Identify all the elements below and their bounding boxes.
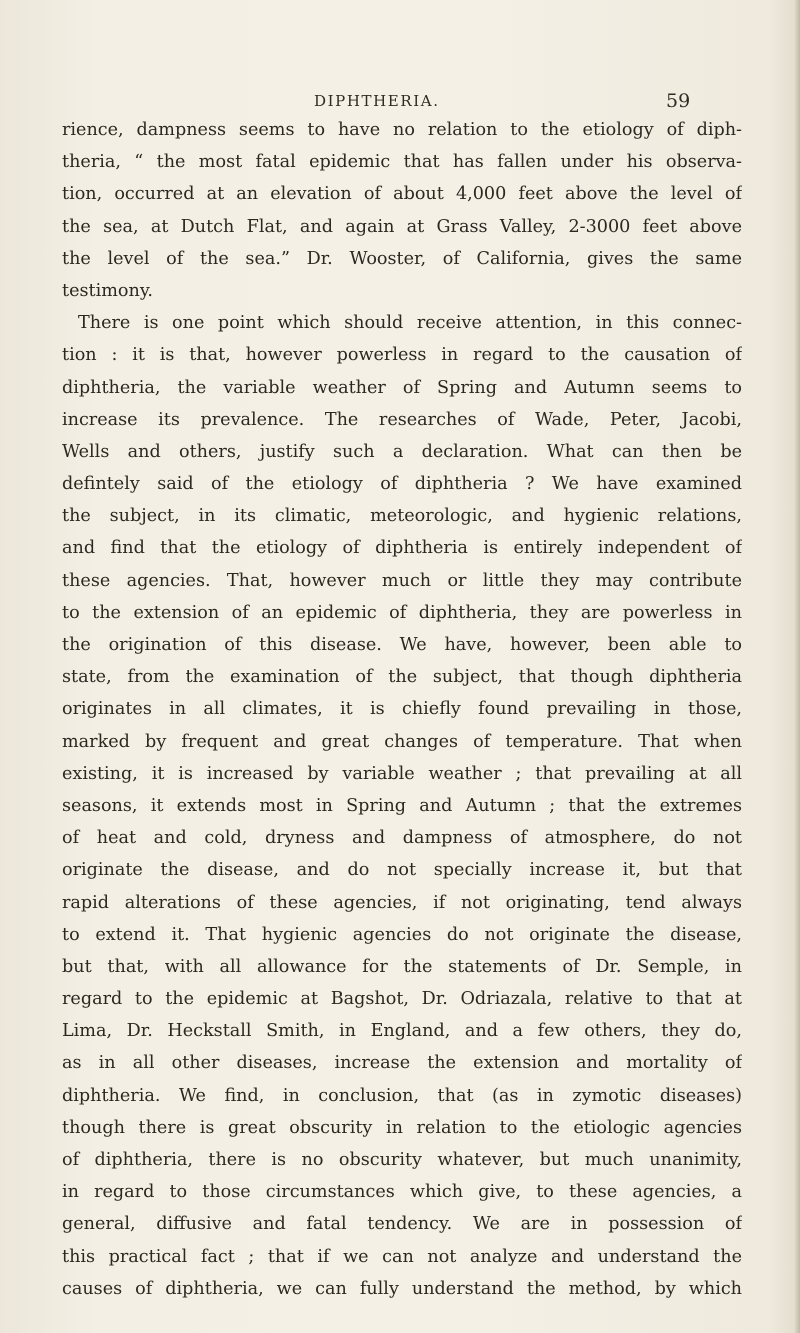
text-line: originate the disease, and do not specially increase it, but that	[62, 860, 742, 881]
text-line: Wells and others, justify such a declaration. What can then be	[62, 441, 742, 462]
text-line: these agencies. That, however much or little they may contribute	[62, 570, 742, 591]
text-line: testimony.	[62, 280, 154, 301]
text-line: rapid alterations of these agencies, if not originating, tend always	[62, 892, 742, 913]
text-line: causes of diphtheria, we can fully understand the method, by which	[62, 1278, 742, 1299]
text-line: increase its prevalence. The researches of Wade, Peter, Jacobi,	[62, 409, 742, 430]
body-text	[62, 114, 742, 1305]
text-line: originates in all climates, it is chiefly found prevailing in those,	[62, 699, 742, 720]
page-edge-shadow	[794, 0, 800, 1333]
text-line: marked by frequent and great changes of temperature. That when	[62, 731, 742, 752]
text-line: rience, dampness seems to have no relation to the etiology of diph-	[62, 120, 742, 140]
running-title: DIPHTHERIA.	[314, 92, 440, 110]
text-line: but that, with all allowance for the statements of Dr. Semple, in	[62, 956, 742, 977]
text-line: in regard to those circumstances which give, to these agencies, a	[62, 1182, 742, 1203]
text-line: Lima, Dr. Heckstall Smith, in England, and a few others, they do,	[62, 1021, 742, 1042]
text-line: as in all other diseases, increase the extension and mortality of	[62, 1053, 742, 1074]
text-line: diphtheria, the variable weather of Spring and Autumn seems to	[62, 377, 742, 398]
text-line: theria, “ the most fatal epidemic that has fallen under his observa-	[62, 152, 742, 173]
text-line: to extend it. That hygienic agencies do not originate the disease,	[62, 924, 742, 945]
text-line: to the extension of an epidemic of diphtheria, they are powerless in	[62, 602, 742, 623]
text-line: tion : it is that, however powerless in regard to the causation of	[62, 345, 742, 366]
text-line: tion, occurred at an elevation of about 4,000 feet above the level of	[62, 184, 742, 205]
text-line: of heat and cold, dryness and dampness of atmosphere, do not	[62, 828, 742, 849]
text-line: diphtheria. We find, in conclusion, that (as in zymotic diseases)	[62, 1085, 742, 1106]
text-line: this practical fact ; that if we can not analyze and understand the	[62, 1246, 742, 1267]
text-line: the sea, at Dutch Flat, and again at Grass Valley, 2-3000 feet above	[62, 216, 742, 237]
text-line: regard to the epidemic at Bagshot, Dr. Odriazala, relative to that at	[62, 989, 742, 1010]
text-line: general, diffusive and fatal tendency. We are in possession of	[62, 1214, 742, 1235]
text-line: the origination of this disease. We have, however, been able to	[62, 635, 742, 655]
text-line: defintely said of the etiology of diphtheria ? We have examined	[62, 474, 742, 495]
text-line: state, from the examination of the subject, that though diphtheria	[62, 667, 742, 688]
page-number: 59	[666, 90, 691, 112]
text-line: the level of the sea.” Dr. Wooster, of California, gives the same	[62, 248, 742, 269]
text-line: of diphtheria, there is no obscurity whatever, but much unanimity,	[62, 1150, 742, 1170]
text-line: existing, it is increased by variable weather ; that prevailing at all	[62, 763, 742, 784]
text-line: and find that the etiology of diphtheria is entirely independent of	[62, 538, 742, 559]
text-line: though there is great obscurity in relation to the etiologic agencies	[62, 1117, 742, 1138]
text-line: seasons, it extends most in Spring and Autumn ; that the extremes	[62, 795, 742, 816]
text-line: the subject, in its climatic, meteorologic, and hygienic relations,	[62, 506, 742, 527]
paragraph-start-line: There is one point which should receive attention, in this connec-	[78, 313, 742, 334]
